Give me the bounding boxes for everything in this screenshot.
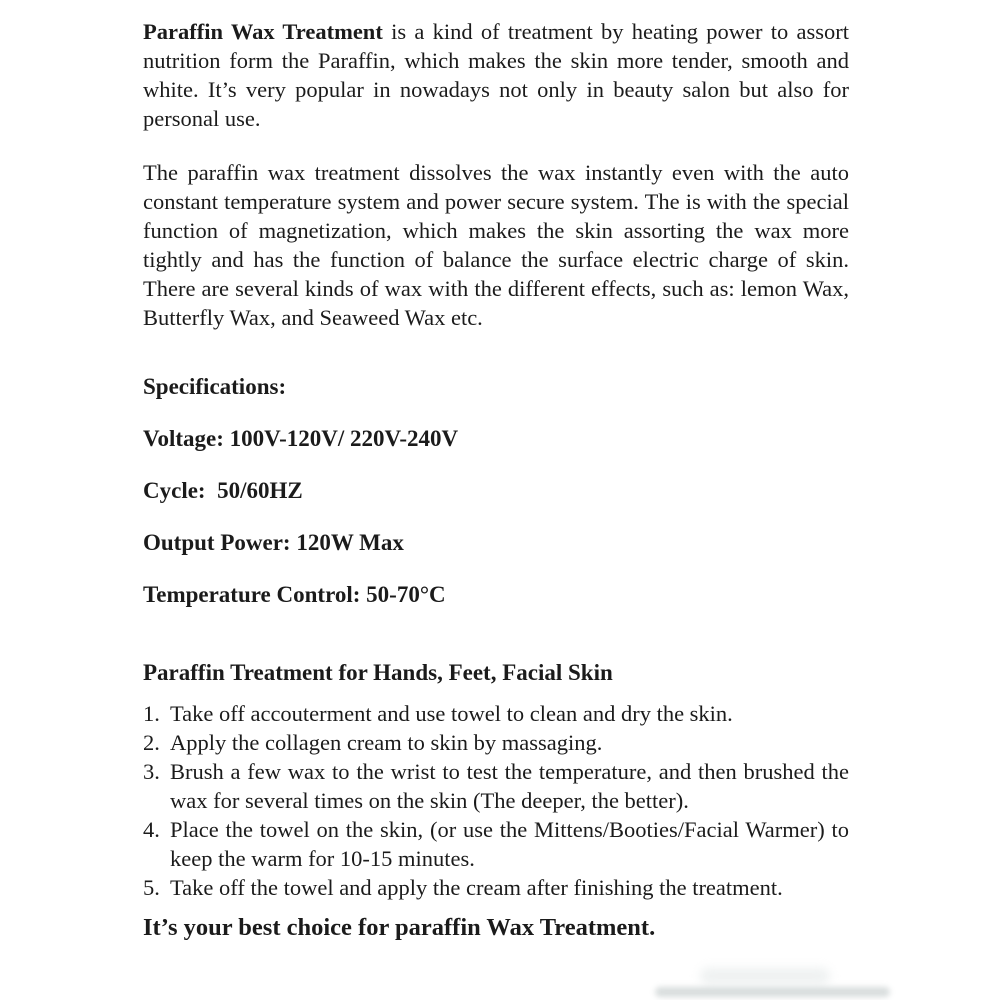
scan-smudge-upper: [700, 968, 830, 984]
spec-output-power: Output Power: 120W Max: [143, 530, 404, 555]
step-5-text: Take off the towel and apply the cream after finishing the treatment.: [170, 875, 783, 900]
intro-lead-bold: Paraffin Wax Treatment: [143, 19, 383, 44]
scan-smudge-lower: [655, 987, 890, 997]
step-3-number: 3.: [143, 759, 160, 784]
step-2-text: Apply the collagen cream to skin by massaging.: [170, 730, 603, 755]
spec-cycle: Cycle: 50/60HZ: [143, 478, 303, 503]
spec-temperature-control: Temperature Control: 50-70°C: [143, 582, 446, 607]
treatment-step-4: [143, 815, 849, 873]
treatment-heading: Paraffin Treatment for Hands, Feet, Facial Skin: [143, 660, 613, 685]
treatment-step-5: [143, 873, 849, 902]
spec-voltage: Voltage: 100V-120V/ 220V-240V: [143, 426, 459, 451]
treatment-step-1: [143, 699, 849, 728]
step-1-number: 1.: [143, 701, 160, 726]
closing-statement: It’s your best choice for paraffin Wax Treatment.: [143, 914, 656, 941]
step-3-text: Brush a few wax to the wrist to test the temperature, and then brushed the wax for several times on the skin (The deeper, the better).: [170, 759, 849, 813]
step-2-number: 2.: [143, 730, 160, 755]
step-4-text: Place the towel on the skin, (or use the Mittens/Booties/Facial Warmer) to keep the warm for 10-15 minutes.: [170, 817, 849, 871]
specifications-heading: Specifications:: [143, 374, 287, 399]
treatment-step-2: [143, 728, 849, 757]
intro-rest-text: is a kind of treatment by heating power to assort nutrition form the Paraffin, which makes the skin more tender, smooth and white. It’s very popular in nowadays not only in beauty salon but also for personal use.: [143, 19, 849, 131]
body-paragraph: The paraffin wax treatment dissolves the wax instantly even with the auto constant temperature system and power secure system. The is with the special function of magnetization, which makes the skin assorting the wax more tightly and has the function of balance the surface electric charge of skin. There are several kinds of wax with the different effects, such as: lemon Wax, Butterfly Wax, and Seaweed Wax etc.: [143, 160, 849, 330]
document-content: [143, 0, 849, 942]
step-4-number: 4.: [143, 817, 160, 842]
step-5-number: 5.: [143, 875, 160, 900]
intro-paragraph: [143, 17, 849, 133]
treatment-steps-list: [143, 699, 849, 902]
step-1-text: Take off accouterment and use towel to clean and dry the skin.: [170, 701, 733, 726]
treatment-step-3: [143, 757, 849, 815]
